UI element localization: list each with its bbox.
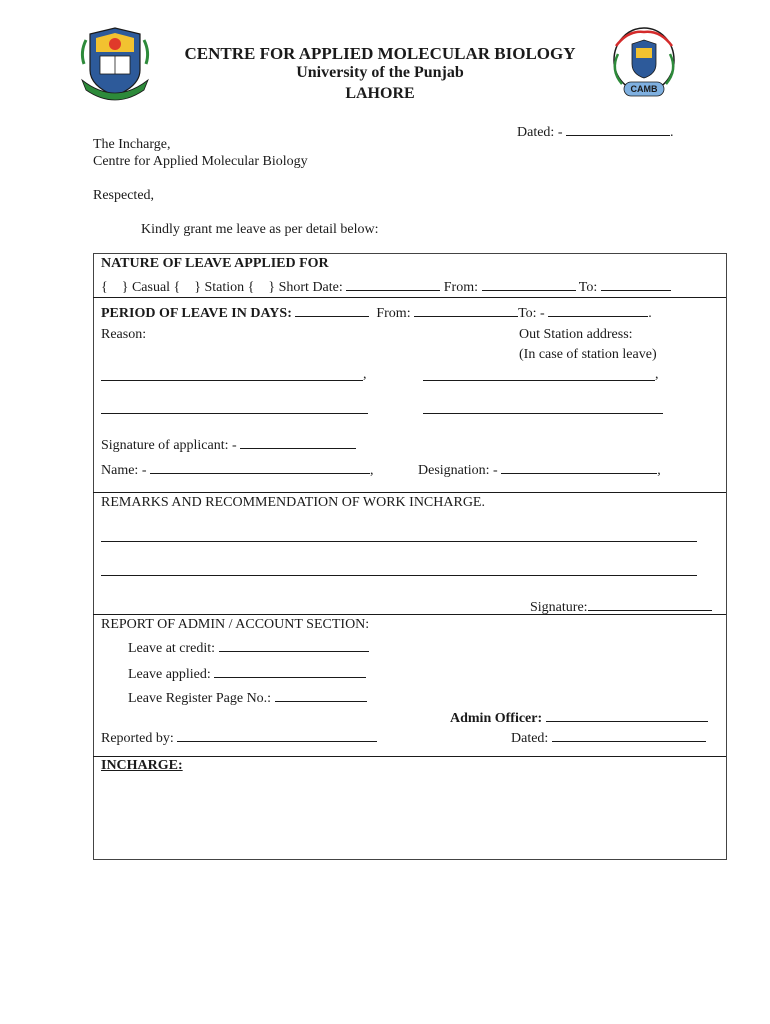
period-row xyxy=(101,302,652,322)
signature-label: Signature: xyxy=(530,600,588,615)
admin-dated-label: Dated: xyxy=(511,731,549,746)
nature-row xyxy=(101,276,671,296)
admin-officer-field[interactable] xyxy=(546,707,708,722)
salutation: Respected, xyxy=(93,188,155,203)
section-divider xyxy=(93,297,726,298)
remarks-heading: REMARKS AND RECOMMENDATION OF WORK INCHARGE. xyxy=(101,495,485,510)
period-tail: . xyxy=(648,306,652,321)
period-heading: PERIOD OF LEAVE IN DAYS: xyxy=(101,306,292,321)
leave-applied-label: Leave applied: xyxy=(128,667,211,682)
admin-heading: REPORT OF ADMIN / ACCOUNT SECTION: xyxy=(101,617,370,632)
signature-applicant-field[interactable] xyxy=(240,434,356,449)
register-label: Leave Register Page No.: xyxy=(128,691,272,706)
period-days-field[interactable] xyxy=(295,302,369,317)
leave-type-options[interactable]: { } Casual { } Station { } Short xyxy=(101,280,309,295)
request-text: Kindly grant me leave as per detail below: xyxy=(141,222,379,237)
addressee-line2: Centre for Applied Molecular Biology xyxy=(93,154,308,169)
dated-line xyxy=(517,121,673,141)
reason-field-2[interactable] xyxy=(101,413,368,414)
signature-row xyxy=(530,596,712,616)
nature-date-label: Date: xyxy=(312,280,343,295)
nature-from-field[interactable] xyxy=(482,276,576,291)
out-station-label: Out Station address: xyxy=(519,327,633,342)
comma: , xyxy=(363,367,367,382)
address-field-2[interactable] xyxy=(423,413,663,414)
comma: , xyxy=(655,367,659,382)
university-name: University of the Punjab xyxy=(296,64,464,81)
section-divider xyxy=(93,492,726,493)
incharge-label: INCHARGE: xyxy=(101,758,183,773)
comma: , xyxy=(369,463,374,478)
address-field-1[interactable] xyxy=(423,380,655,381)
period-from-label: From: xyxy=(376,306,411,321)
reported-field[interactable] xyxy=(177,727,377,742)
name-field[interactable] xyxy=(150,459,370,474)
reason-field-1[interactable] xyxy=(101,380,363,381)
nature-heading: NATURE OF LEAVE APPLIED FOR xyxy=(101,256,329,271)
leave-credit-field[interactable] xyxy=(219,637,369,652)
nature-date-field[interactable] xyxy=(346,276,440,291)
leave-applied-row xyxy=(128,663,366,683)
reported-label: Reported by: xyxy=(101,731,174,746)
admin-dated-row xyxy=(511,727,706,747)
period-to-field[interactable] xyxy=(548,302,648,317)
form-frame xyxy=(93,253,727,860)
designation-row xyxy=(418,459,661,479)
dated-label: Dated: - xyxy=(517,125,563,140)
camb-logo-text: CAMB xyxy=(630,84,658,94)
city-name: LAHORE xyxy=(345,85,415,102)
leave-applied-field[interactable] xyxy=(214,663,366,678)
admin-officer-row xyxy=(450,707,708,727)
section-divider xyxy=(93,756,726,757)
dated-tail: . xyxy=(669,125,674,140)
comma: , xyxy=(657,463,661,478)
dated-field[interactable] xyxy=(566,121,670,136)
reason-label: Reason: xyxy=(101,327,147,342)
admin-dated-field[interactable] xyxy=(552,727,706,742)
nature-to-field[interactable] xyxy=(601,276,671,291)
register-row xyxy=(128,687,367,707)
signature-applicant-label: Signature of applicant: - xyxy=(101,438,237,453)
remarks-field-2[interactable] xyxy=(101,575,697,576)
signature-applicant-row xyxy=(101,434,356,454)
leave-credit-row xyxy=(128,637,369,657)
reported-row xyxy=(101,727,377,747)
admin-officer-label: Admin Officer: xyxy=(450,711,543,726)
addressee-line1: The Incharge, xyxy=(93,137,171,152)
designation-label: Designation: - xyxy=(418,463,498,478)
leave-credit-label: Leave at credit: xyxy=(128,641,216,656)
nature-from-label: From: xyxy=(443,280,478,295)
period-to-label: To: - xyxy=(518,306,545,321)
page-title: CENTRE FOR APPLIED MOLECULAR BIOLOGY xyxy=(184,44,576,63)
nature-to-label: To: xyxy=(578,280,598,295)
remarks-field-1[interactable] xyxy=(101,541,697,542)
out-station-note: (In case of station leave) xyxy=(519,347,657,362)
signature-field[interactable] xyxy=(588,596,712,611)
period-from-field[interactable] xyxy=(414,302,518,317)
designation-field[interactable] xyxy=(501,459,657,474)
register-field[interactable] xyxy=(275,687,367,702)
name-row xyxy=(101,459,373,479)
name-label: Name: - xyxy=(101,463,147,478)
